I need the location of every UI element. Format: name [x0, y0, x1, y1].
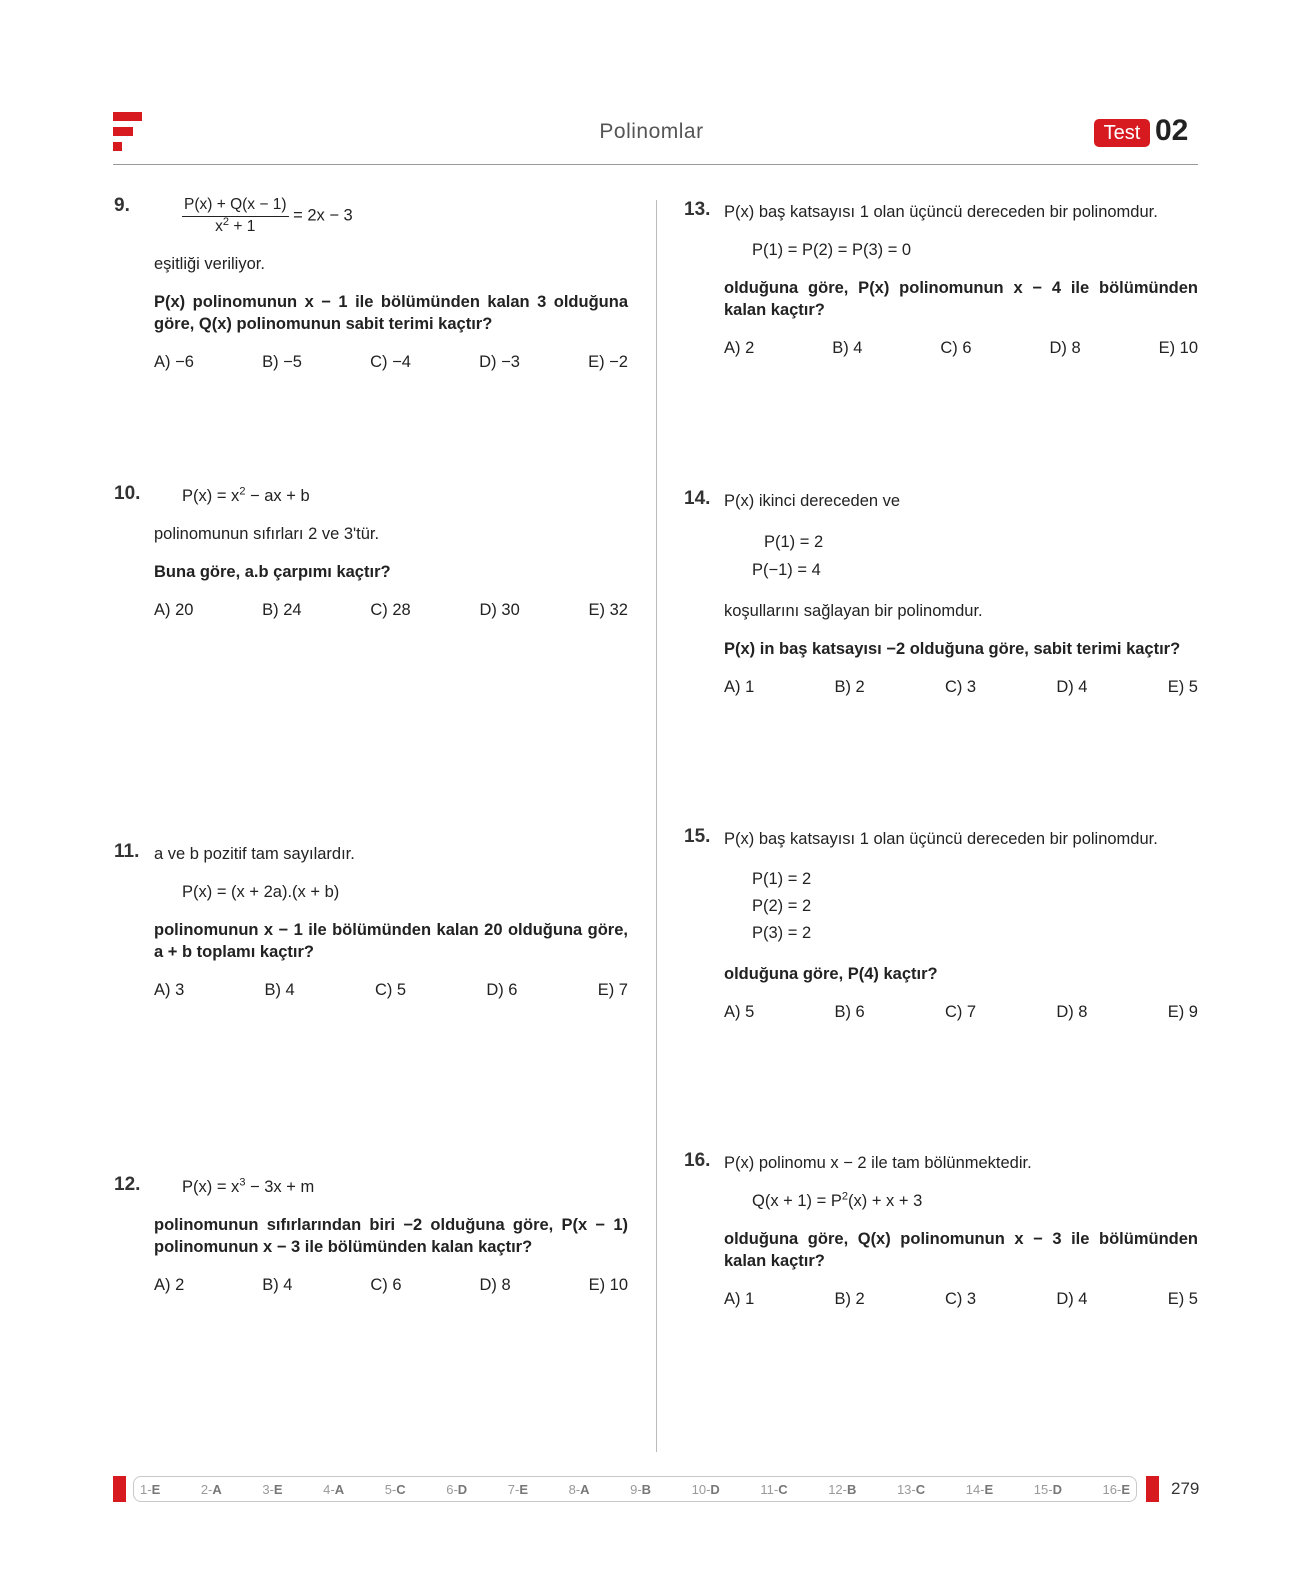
- question-stem: P(x) in baş katsayısı −2 olduğuna göre, sabit terimi kaçtır?: [724, 640, 1181, 658]
- question-number: 10.: [114, 483, 141, 504]
- fraction-numerator: P(x) + Q(x − 1): [182, 195, 289, 217]
- question-stem: olduğuna göre, P(4) kaçtır?: [724, 965, 938, 983]
- key-answer: B: [846, 1481, 857, 1497]
- option-e[interactable]: E) 5: [1167, 1290, 1198, 1308]
- question-number: 12.: [114, 1174, 141, 1195]
- answer-options: [154, 979, 628, 1001]
- question-number: 16.: [684, 1150, 711, 1171]
- question-formula: P(x) = (x + 2a).(x + b): [182, 883, 340, 901]
- question-intro: P(x) baş katsayısı 1 olan üçüncü dereceden bir polinomdur.: [724, 203, 1158, 221]
- answer-key-item: [1034, 1482, 1062, 1497]
- key-answer: E: [151, 1481, 161, 1497]
- key-number: 7-: [507, 1481, 520, 1497]
- key-number: 2-: [200, 1481, 213, 1497]
- answer-key-item: [569, 1482, 590, 1497]
- key-number: 8-: [568, 1481, 581, 1497]
- den-rest: + 1: [229, 218, 256, 235]
- option-c[interactable]: C) 3: [944, 678, 977, 696]
- option-d[interactable]: D) 30: [479, 601, 520, 619]
- option-c[interactable]: C) 6: [370, 1276, 402, 1294]
- key-answer: E: [273, 1481, 283, 1497]
- fraction-denominator: [182, 217, 289, 237]
- key-number: 15-: [1033, 1481, 1053, 1497]
- question-stem: polinomunun x − 1 ile bölümünden kalan 20 olduğuna göre, a + b toplamı kaçtır?: [154, 921, 628, 961]
- answer-options: [724, 337, 1198, 359]
- formula-post: (x) + x + 3: [848, 1192, 923, 1210]
- option-b[interactable]: B) 24: [262, 601, 302, 619]
- option-c[interactable]: C) 6: [940, 339, 972, 357]
- question-formula: [154, 195, 628, 237]
- option-b[interactable]: B) 6: [834, 1003, 865, 1021]
- question-stem: olduğuna göre, P(x) polinomunun x − 4 ile bölümünden kalan kaçtır?: [724, 279, 1198, 319]
- option-c[interactable]: C) 5: [374, 981, 407, 999]
- option-e[interactable]: E) 9: [1167, 1003, 1198, 1021]
- key-answer: B: [641, 1481, 652, 1497]
- option-a[interactable]: A) 20: [154, 601, 194, 619]
- question-16: [684, 1150, 1198, 1310]
- formula-rhs: = 2x − 3: [293, 206, 353, 225]
- answer-key-item: [966, 1482, 993, 1497]
- option-c[interactable]: C) 3: [944, 1290, 977, 1308]
- option-c[interactable]: C) −4: [370, 353, 411, 371]
- answer-key-right-marker: [1146, 1476, 1159, 1502]
- answer-options: [724, 676, 1198, 698]
- option-a[interactable]: A) −6: [154, 353, 194, 371]
- formula-exponent: 3: [239, 1176, 246, 1189]
- formula-post: − ax + b: [245, 487, 310, 505]
- question-formula: [724, 1190, 1198, 1212]
- formula-line: P(1) = 2: [752, 870, 812, 888]
- formula-exponent: 2: [239, 485, 246, 498]
- question-stem: P(x) polinomunun x − 1 ile bölümünden kalan 3 olduğuna göre, Q(x) polinomunun sabit terimi kaçtır?: [154, 293, 628, 333]
- answer-key-item: [897, 1482, 925, 1497]
- question-formula: [154, 485, 628, 507]
- key-answer: D: [1052, 1481, 1062, 1497]
- option-e[interactable]: E) 7: [597, 981, 628, 999]
- question-9: [114, 195, 628, 373]
- question-stem: olduğuna göre, Q(x) polinomunun x − 3 ile bölümünden kalan kaçtır?: [724, 1230, 1198, 1270]
- option-e[interactable]: E) −2: [588, 353, 628, 371]
- option-e[interactable]: E) 10: [588, 1276, 628, 1294]
- key-number: 16-: [1102, 1481, 1122, 1497]
- question-14: [684, 488, 1198, 698]
- question-stem: polinomunun sıfırlarından biri −2 olduğuna göre, P(x − 1) polinomunun x − 3 ile bölümünden kalan kaçtır?: [154, 1216, 628, 1256]
- key-number: 12-: [828, 1481, 847, 1497]
- answer-key-item: [1103, 1482, 1130, 1497]
- answer-key-item: [201, 1482, 222, 1497]
- option-d[interactable]: D) 6: [486, 981, 518, 999]
- answer-key-item: [508, 1482, 528, 1497]
- option-a[interactable]: A) 2: [724, 339, 755, 357]
- option-d[interactable]: D) 8: [1056, 1003, 1088, 1021]
- key-answer: A: [580, 1481, 590, 1497]
- answer-key-item: [385, 1482, 406, 1497]
- question-15: [684, 826, 1198, 1023]
- header-divider: [113, 164, 1198, 165]
- answer-options: [724, 1288, 1198, 1310]
- key-answer: A: [334, 1481, 345, 1497]
- question-intro: P(x) baş katsayısı 1 olan üçüncü dereceden bir polinomdur.: [724, 830, 1158, 848]
- option-d[interactable]: D) 8: [479, 1276, 511, 1294]
- question-number: 11.: [114, 841, 140, 862]
- option-c[interactable]: C) 7: [944, 1003, 977, 1021]
- answer-options: [154, 351, 628, 373]
- key-number: 1-: [140, 1481, 152, 1497]
- key-answer: D: [457, 1481, 468, 1497]
- option-e[interactable]: E) 32: [588, 601, 628, 619]
- option-d[interactable]: D) −3: [479, 353, 520, 371]
- key-answer: E: [519, 1481, 528, 1497]
- option-b[interactable]: B) 2: [834, 1290, 865, 1308]
- question-13: [684, 199, 1198, 359]
- question-stem: Buna göre, a.b çarpımı kaçtır?: [154, 563, 391, 581]
- formula-line: P(2) = 2: [752, 897, 812, 915]
- option-b[interactable]: B) −5: [262, 353, 302, 371]
- question-number: 13.: [684, 199, 711, 220]
- question-number: 15.: [684, 826, 711, 847]
- answer-options: [154, 599, 628, 621]
- den-exponent: 2: [222, 215, 230, 228]
- option-a[interactable]: A) 1: [724, 1290, 755, 1308]
- answer-key: [133, 1476, 1137, 1502]
- formula-line: P(−1) = 4: [752, 561, 821, 579]
- key-number: 10-: [691, 1481, 711, 1497]
- answer-key-item: [828, 1482, 856, 1497]
- key-number: 11-: [760, 1481, 779, 1497]
- answer-key-item: [262, 1482, 282, 1497]
- option-b[interactable]: B) 4: [832, 339, 863, 357]
- answer-key-item: [140, 1482, 160, 1497]
- den-base: x: [215, 218, 223, 235]
- key-number: 13-: [896, 1481, 916, 1497]
- formula-pre: P(x) = x: [182, 1178, 240, 1196]
- key-answer: D: [710, 1481, 720, 1497]
- option-b[interactable]: B) 2: [834, 678, 865, 696]
- option-e[interactable]: E) 10: [1158, 339, 1198, 357]
- question-intro: P(x) polinomu x − 2 ile tam bölünmektedir.: [724, 1154, 1032, 1172]
- test-number: 02: [1155, 114, 1189, 147]
- question-intro: a ve b pozitif tam sayılardır.: [154, 845, 355, 863]
- key-answer: C: [915, 1481, 926, 1497]
- key-answer: C: [396, 1481, 406, 1497]
- formula-line: P(3) = 2: [752, 924, 812, 942]
- answer-options: [154, 1274, 628, 1296]
- question-10: [114, 483, 628, 621]
- test-badge: Test: [1094, 119, 1150, 147]
- answer-key-item: [323, 1482, 344, 1497]
- option-c[interactable]: C) 28: [370, 601, 411, 619]
- key-number: 9-: [630, 1481, 642, 1497]
- answer-options: [724, 1001, 1198, 1023]
- page-number: 279: [1171, 1479, 1200, 1498]
- option-a[interactable]: A) 2: [154, 1276, 185, 1294]
- question-formula: P(1) = P(2) = P(3) = 0: [752, 241, 912, 259]
- question-intro: P(x) ikinci dereceden ve: [724, 492, 901, 510]
- question-number: 14.: [684, 488, 711, 509]
- key-number: 5-: [384, 1481, 397, 1497]
- question-formula: [724, 866, 1198, 947]
- question-given: koşullarını sağlayan bir polinomdur.: [724, 602, 983, 620]
- option-a[interactable]: A) 1: [724, 678, 755, 696]
- answer-key-left-marker: [113, 1476, 126, 1502]
- answer-key-item: [630, 1482, 651, 1497]
- question-formula: [724, 528, 1198, 584]
- question-formula: [154, 1176, 628, 1198]
- answer-key-item: [692, 1482, 720, 1497]
- option-d[interactable]: D) 8: [1049, 339, 1081, 357]
- option-a[interactable]: A) 5: [724, 1003, 755, 1021]
- key-number: 14-: [965, 1481, 985, 1497]
- option-b[interactable]: B) 4: [262, 1276, 293, 1294]
- formula-exponent: 2: [841, 1190, 848, 1203]
- key-answer: E: [984, 1481, 994, 1497]
- answer-key-item: [446, 1482, 467, 1497]
- fraction: [182, 195, 289, 237]
- formula-pre: Q(x + 1) = P: [752, 1192, 842, 1210]
- question-11: [114, 841, 628, 1001]
- answer-key-item: [760, 1482, 787, 1497]
- question-given: eşitliği veriliyor.: [154, 255, 265, 273]
- question-12: [114, 1174, 628, 1296]
- option-d[interactable]: D) 4: [1056, 1290, 1088, 1308]
- key-number: 6-: [446, 1481, 458, 1497]
- key-number: 4-: [323, 1481, 335, 1497]
- question-number: 9.: [114, 195, 130, 216]
- key-number: 3-: [262, 1481, 274, 1497]
- column-divider: [656, 200, 657, 1452]
- formula-line: P(1) = 2: [764, 533, 824, 551]
- page-title: Polinomlar: [599, 120, 704, 143]
- option-a[interactable]: A) 3: [154, 981, 185, 999]
- formula-post: − 3x + m: [245, 1178, 315, 1196]
- key-answer: A: [212, 1481, 222, 1497]
- key-answer: C: [778, 1481, 788, 1497]
- option-b[interactable]: B) 4: [264, 981, 295, 999]
- option-e[interactable]: E) 5: [1167, 678, 1198, 696]
- key-answer: E: [1121, 1481, 1130, 1497]
- question-given: polinomunun sıfırları 2 ve 3'tür.: [154, 525, 380, 543]
- option-d[interactable]: D) 4: [1056, 678, 1088, 696]
- formula-pre: P(x) = x: [182, 487, 240, 505]
